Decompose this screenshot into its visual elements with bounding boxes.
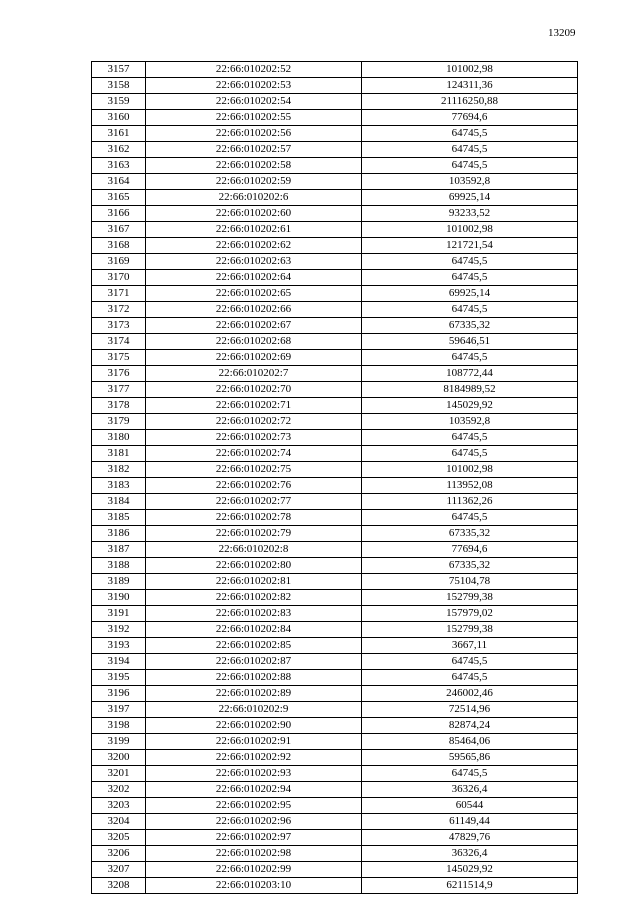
table-row [92,286,578,302]
row-number-cell: 3198 [92,718,146,734]
cadastral-value-cell: 64745,5 [362,670,578,686]
row-number-cell: 3163 [92,158,146,174]
cadastral-value-cell: 111362,26 [362,494,578,510]
table-row [92,654,578,670]
cadastral-value-cell: 75104,78 [362,574,578,590]
table-row [92,334,578,350]
cadastral-number-cell: 22:66:010202:68 [146,334,362,350]
cadastral-number-cell: 22:66:010202:55 [146,110,362,126]
cadastral-value-cell: 64745,5 [362,142,578,158]
table-row [92,718,578,734]
table-row [92,366,578,382]
cadastral-number-cell: 22:66:010202:70 [146,382,362,398]
table-row [92,622,578,638]
cadastral-value-cell: 77694,6 [362,110,578,126]
cadastral-number-cell: 22:66:010202:59 [146,174,362,190]
cadastral-number-cell: 22:66:010202:66 [146,302,362,318]
table-row [92,350,578,366]
page-number: 13209 [548,27,576,39]
cadastral-number-cell: 22:66:010202:87 [146,654,362,670]
row-number-cell: 3161 [92,126,146,142]
cadastral-value-cell: 64745,5 [362,254,578,270]
cadastral-number-cell: 22:66:010202:78 [146,510,362,526]
table-row [92,414,578,430]
table-row [92,190,578,206]
cadastral-value-cell: 121721,54 [362,238,578,254]
row-number-cell: 3185 [92,510,146,526]
row-number-cell: 3177 [92,382,146,398]
row-number-cell: 3171 [92,286,146,302]
row-number-cell: 3174 [92,334,146,350]
cadastral-value-cell: 124311,36 [362,78,578,94]
table-row [92,862,578,878]
cadastral-number-cell: 22:66:010202:93 [146,766,362,782]
row-number-cell: 3189 [92,574,146,590]
cadastral-number-cell: 22:66:010202:96 [146,814,362,830]
cadastral-number-cell: 22:66:010202:67 [146,318,362,334]
cadastral-value-cell: 145029,92 [362,398,578,414]
cadastral-number-cell: 22:66:010202:77 [146,494,362,510]
cadastral-number-cell: 22:66:010203:10 [146,878,362,894]
cadastral-number-cell: 22:66:010202:54 [146,94,362,110]
table-row [92,510,578,526]
cadastral-value-cell: 103592,8 [362,414,578,430]
row-number-cell: 3183 [92,478,146,494]
cadastral-value-cell: 64745,5 [362,654,578,670]
table-row [92,126,578,142]
row-number-cell: 3186 [92,526,146,542]
table-row [92,254,578,270]
cadastral-number-cell: 22:66:010202:60 [146,206,362,222]
row-number-cell: 3191 [92,606,146,622]
table-row [92,382,578,398]
cadastral-number-cell: 22:66:010202:71 [146,398,362,414]
cadastral-value-cell: 8184989,52 [362,382,578,398]
table-row [92,222,578,238]
table-row [92,142,578,158]
row-number-cell: 3169 [92,254,146,270]
table-row [92,430,578,446]
cadastral-number-cell: 22:66:010202:72 [146,414,362,430]
row-number-cell: 3178 [92,398,146,414]
table-row [92,558,578,574]
row-number-cell: 3192 [92,622,146,638]
row-number-cell: 3197 [92,702,146,718]
table-row [92,686,578,702]
cadastral-value-cell: 64745,5 [362,126,578,142]
table-row [92,846,578,862]
cadastral-value-cell: 59565,86 [362,750,578,766]
cadastral-value-cell: 113952,08 [362,478,578,494]
row-number-cell: 3203 [92,798,146,814]
table-row [92,782,578,798]
table-row [92,462,578,478]
cadastral-number-cell: 22:66:010202:97 [146,830,362,846]
table-row [92,270,578,286]
row-number-cell: 3206 [92,846,146,862]
cadastral-number-cell: 22:66:010202:6 [146,190,362,206]
cadastral-value-cell: 72514,96 [362,702,578,718]
cadastral-number-cell: 22:66:010202:8 [146,542,362,558]
cadastral-value-cell: 85464,06 [362,734,578,750]
table-row [92,238,578,254]
table-row [92,110,578,126]
cadastral-number-cell: 22:66:010202:74 [146,446,362,462]
cadastral-number-cell: 22:66:010202:95 [146,798,362,814]
row-number-cell: 3180 [92,430,146,446]
row-number-cell: 3164 [92,174,146,190]
cadastral-value-cell: 101002,98 [362,462,578,478]
row-number-cell: 3160 [92,110,146,126]
table-row [92,798,578,814]
cadastral-number-cell: 22:66:010202:64 [146,270,362,286]
row-number-cell: 3173 [92,318,146,334]
cadastral-number-cell: 22:66:010202:82 [146,590,362,606]
cadastral-number-cell: 22:66:010202:89 [146,686,362,702]
row-number-cell: 3181 [92,446,146,462]
table-row [92,318,578,334]
row-number-cell: 3162 [92,142,146,158]
table-row [92,734,578,750]
row-number-cell: 3179 [92,414,146,430]
cadastral-number-cell: 22:66:010202:76 [146,478,362,494]
table-row [92,526,578,542]
cadastral-value-cell: 64745,5 [362,510,578,526]
cadastral-value-cell: 64745,5 [362,766,578,782]
cadastral-number-cell: 22:66:010202:58 [146,158,362,174]
cadastral-value-cell: 60544 [362,798,578,814]
row-number-cell: 3204 [92,814,146,830]
cadastral-value-cell: 59646,51 [362,334,578,350]
cadastral-number-cell: 22:66:010202:69 [146,350,362,366]
table-row [92,398,578,414]
cadastral-value-cell: 246002,46 [362,686,578,702]
row-number-cell: 3165 [92,190,146,206]
cadastral-number-cell: 22:66:010202:99 [146,862,362,878]
row-number-cell: 3200 [92,750,146,766]
cadastral-value-table [91,61,578,894]
cadastral-value-cell: 67335,32 [362,318,578,334]
row-number-cell: 3184 [92,494,146,510]
row-number-cell: 3208 [92,878,146,894]
cadastral-number-cell: 22:66:010202:56 [146,126,362,142]
cadastral-value-cell: 152799,38 [362,590,578,606]
row-number-cell: 3202 [92,782,146,798]
cadastral-number-cell: 22:66:010202:9 [146,702,362,718]
cadastral-value-cell: 21116250,88 [362,94,578,110]
table-row [92,206,578,222]
cadastral-number-cell: 22:66:010202:80 [146,558,362,574]
cadastral-number-cell: 22:66:010202:85 [146,638,362,654]
cadastral-value-cell: 64745,5 [362,158,578,174]
table-row [92,478,578,494]
cadastral-value-cell: 82874,24 [362,718,578,734]
row-number-cell: 3158 [92,78,146,94]
cadastral-number-cell: 22:66:010202:98 [146,846,362,862]
cadastral-number-cell: 22:66:010202:62 [146,238,362,254]
cadastral-value-cell: 6211514,9 [362,878,578,894]
cadastral-number-cell: 22:66:010202:84 [146,622,362,638]
row-number-cell: 3199 [92,734,146,750]
table-row [92,606,578,622]
table-row [92,542,578,558]
row-number-cell: 3190 [92,590,146,606]
table-row [92,750,578,766]
cadastral-value-cell: 157979,02 [362,606,578,622]
table-row [92,766,578,782]
row-number-cell: 3201 [92,766,146,782]
row-number-cell: 3166 [92,206,146,222]
table-row [92,94,578,110]
cadastral-value-cell: 69925,14 [362,286,578,302]
cadastral-value-cell: 69925,14 [362,190,578,206]
cadastral-value-cell: 64745,5 [362,446,578,462]
cadastral-value-cell: 103592,8 [362,174,578,190]
cadastral-number-cell: 22:66:010202:92 [146,750,362,766]
table-row [92,670,578,686]
row-number-cell: 3187 [92,542,146,558]
table-row [92,814,578,830]
cadastral-value-cell: 152799,38 [362,622,578,638]
row-number-cell: 3167 [92,222,146,238]
cadastral-value-cell: 93233,52 [362,206,578,222]
cadastral-number-cell: 22:66:010202:53 [146,78,362,94]
cadastral-number-cell: 22:66:010202:65 [146,286,362,302]
cadastral-number-cell: 22:66:010202:52 [146,62,362,78]
cadastral-number-cell: 22:66:010202:91 [146,734,362,750]
cadastral-value-cell: 36326,4 [362,846,578,862]
table-row [92,702,578,718]
table-row [92,62,578,78]
cadastral-number-cell: 22:66:010202:94 [146,782,362,798]
table-row [92,494,578,510]
cadastral-number-cell: 22:66:010202:61 [146,222,362,238]
table-row [92,174,578,190]
row-number-cell: 3170 [92,270,146,286]
table-row [92,590,578,606]
cadastral-value-cell: 101002,98 [362,62,578,78]
cadastral-value-cell: 64745,5 [362,350,578,366]
cadastral-value-cell: 47829,76 [362,830,578,846]
row-number-cell: 3196 [92,686,146,702]
cadastral-value-cell: 77694,6 [362,542,578,558]
cadastral-value-cell: 64745,5 [362,430,578,446]
cadastral-value-cell: 101002,98 [362,222,578,238]
cadastral-value-cell: 64745,5 [362,302,578,318]
cadastral-value-cell: 67335,32 [362,526,578,542]
table-row [92,830,578,846]
cadastral-value-cell: 64745,5 [362,270,578,286]
row-number-cell: 3182 [92,462,146,478]
table-row [92,78,578,94]
cadastral-value-cell: 36326,4 [362,782,578,798]
cadastral-number-cell: 22:66:010202:7 [146,366,362,382]
cadastral-value-cell: 67335,32 [362,558,578,574]
row-number-cell: 3194 [92,654,146,670]
row-number-cell: 3159 [92,94,146,110]
cadastral-number-cell: 22:66:010202:57 [146,142,362,158]
row-number-cell: 3205 [92,830,146,846]
row-number-cell: 3175 [92,350,146,366]
cadastral-number-cell: 22:66:010202:79 [146,526,362,542]
row-number-cell: 3157 [92,62,146,78]
cadastral-value-cell: 3667,11 [362,638,578,654]
row-number-cell: 3172 [92,302,146,318]
table-row [92,446,578,462]
table-row [92,574,578,590]
row-number-cell: 3188 [92,558,146,574]
row-number-cell: 3193 [92,638,146,654]
row-number-cell: 3195 [92,670,146,686]
row-number-cell: 3207 [92,862,146,878]
cadastral-number-cell: 22:66:010202:73 [146,430,362,446]
cadastral-number-cell: 22:66:010202:81 [146,574,362,590]
table-row [92,638,578,654]
cadastral-number-cell: 22:66:010202:90 [146,718,362,734]
cadastral-value-cell: 61149,44 [362,814,578,830]
cadastral-number-cell: 22:66:010202:88 [146,670,362,686]
row-number-cell: 3168 [92,238,146,254]
cadastral-number-cell: 22:66:010202:75 [146,462,362,478]
cadastral-number-cell: 22:66:010202:83 [146,606,362,622]
cadastral-number-cell: 22:66:010202:63 [146,254,362,270]
cadastral-value-cell: 108772,44 [362,366,578,382]
table-row [92,302,578,318]
table-body [92,62,578,894]
cadastral-value-cell: 145029,92 [362,862,578,878]
table-row [92,878,578,894]
row-number-cell: 3176 [92,366,146,382]
table-row [92,158,578,174]
